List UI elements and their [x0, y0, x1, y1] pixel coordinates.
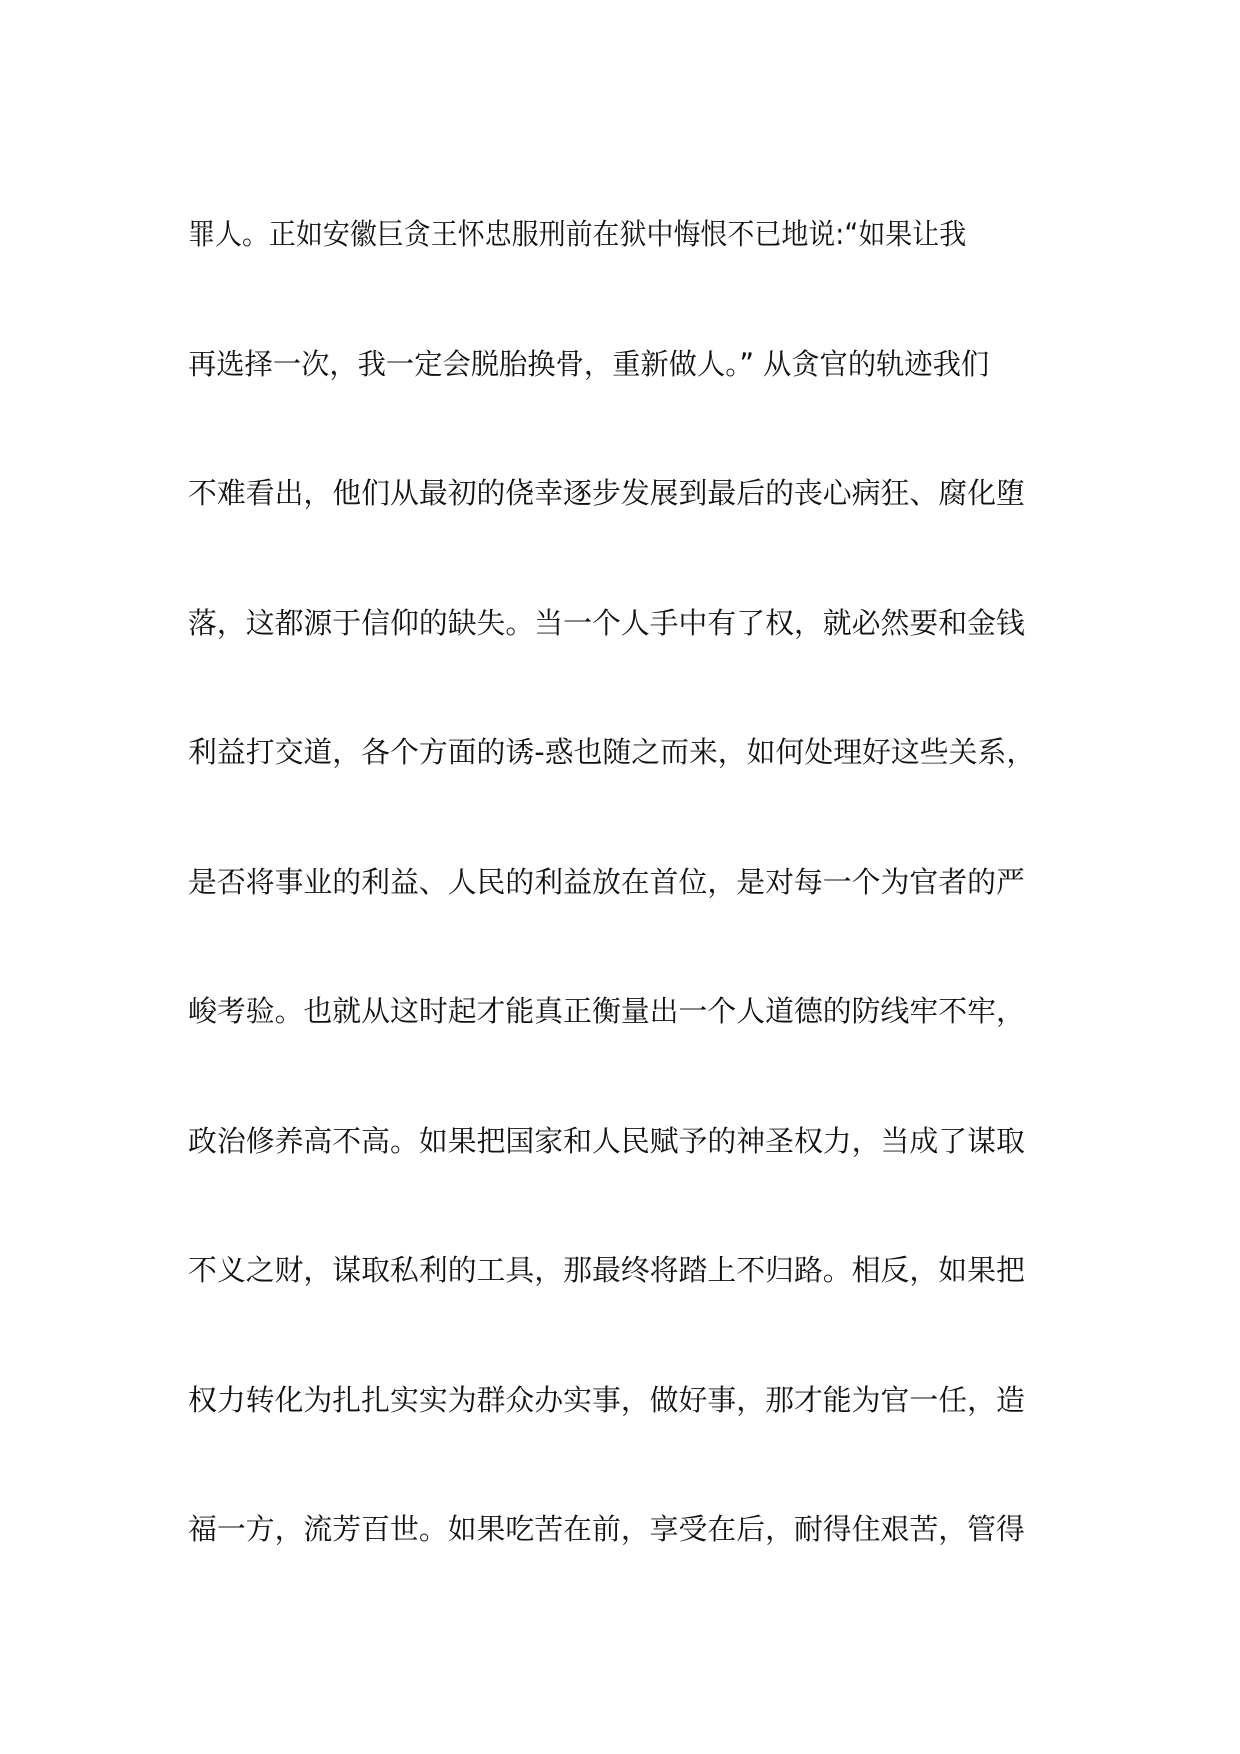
text-line-2: 再选择一次，我一定会脱胎换骨，重新做人。” 从贪官的轨迹我们: [188, 346, 990, 381]
text-line-1: 罪人。正如安徽巨贪王怀忠服刑前在狱中悔恨不已地说:“如果让我: [188, 217, 967, 251]
text-line-6: 是否将事业的利益、人民的利益放在首位，是对每一个为官者的严: [188, 864, 1025, 899]
text-line-4: 落，这都源于信仰的缺失。当一个人手中有了权，就必然要和金钱: [188, 605, 1025, 640]
text-line-7: 峻考验。也就从这时起才能真正衡量出一个人道德的防线牢不牢，: [188, 994, 1025, 1028]
text-line-11: 福一方，流芳百世。如果吃苦在前，享受在后，耐得住艰苦，管得: [188, 1512, 1025, 1546]
text-line-10: 权力转化为扎扎实实为群众办实事，做好事，那才能为官一任，造: [188, 1382, 1025, 1417]
text-line-5: 利益打交道，各个方面的诱-惑也随之而来，如何处理好这些关系，: [188, 735, 1036, 769]
text-line-8: 政治修养高不高。如果把国家和人民赋予的神圣权力，当成了谋取: [188, 1123, 1025, 1158]
text-line-3: 不难看出，他们从最初的侥幸逐步发展到最后的丧心病狂、腐化堕: [188, 476, 1025, 510]
text-line-9: 不义之财，谋取私利的工具，那最终将踏上不归路。相反，如果把: [188, 1253, 1025, 1287]
body-text: [188, 170, 1056, 1595]
